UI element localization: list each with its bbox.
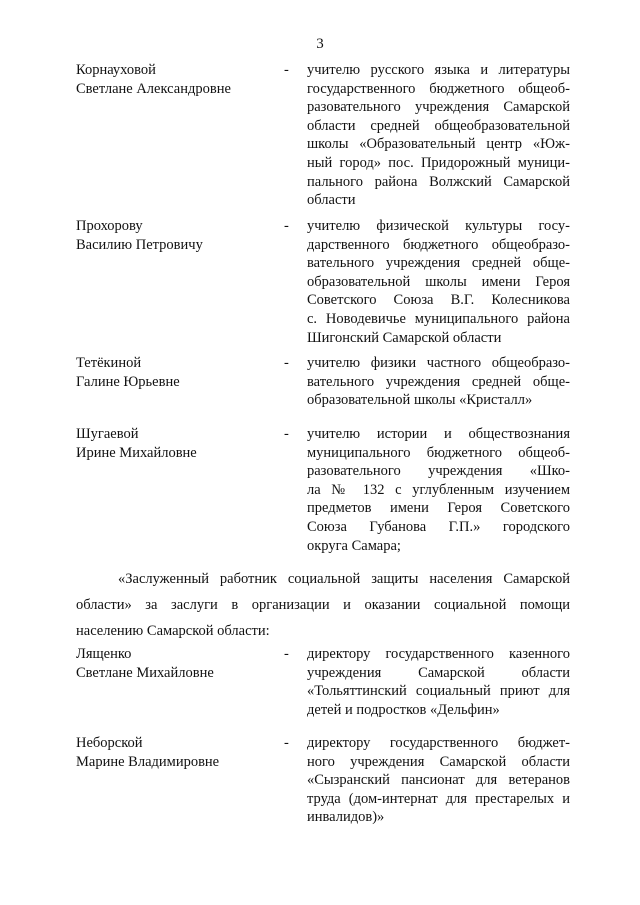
paragraph-line: области» за заслуги в организации и оказании социальной помощи [76,597,570,613]
position-line: вательного учреждения средней обще- [307,373,570,390]
recipient-name [76,354,284,391]
recipient-given-names: Василию Петровичу [76,236,203,253]
position-line: учителю русского языка и литературы [307,62,570,78]
position-line: учителю истории и обществознания [307,426,570,442]
position-line: ный город» пос. Придорожный муници- [307,154,570,171]
position-line: ного учреждения Самарской области [307,753,570,770]
position-line: разовательного учреждения «Шко- [307,463,570,480]
recipient-position [307,61,570,210]
entry-dash: - [284,218,289,234]
recipient-position [307,217,570,347]
position-line: директору государственного бюджет- [307,735,570,751]
award-category-paragraph [76,566,570,644]
recipient-name [76,645,284,682]
recipient-name [76,425,284,462]
recipient-surname: Тетёкиной [76,355,142,371]
position-line: с. Новодевичье муниципального района [307,310,570,327]
position-line: учителю физики частного общеобразо- [307,355,570,371]
position-line: предметов имени Героя Советского [307,500,570,517]
recipient-given-names: Светлане Александровне [76,80,231,97]
recipient-surname: Шугаевой [76,426,139,442]
recipient-surname: Корнауховой [76,62,156,78]
position-line: округа Самара; [307,537,401,554]
position-line: школы «Образовательный центр «Юж- [307,136,570,153]
recipient-surname: Лященко [76,646,132,662]
position-line: учителю физической культуры госу- [307,218,570,234]
recipient-name [76,217,284,254]
award-entry [76,645,570,719]
recipient-given-names: Ирине Михайловне [76,444,197,461]
entry-dash: - [284,735,289,751]
recipient-given-names: Светлане Михайловне [76,664,214,681]
recipient-given-names: Галине Юрьевне [76,373,180,390]
position-line: образовательной школы имени Героя [307,273,570,290]
recipient-position [307,645,570,719]
position-line: Союза Губанова Г.П.» городского [307,518,570,535]
recipient-surname: Прохорову [76,218,143,234]
recipient-given-names: Марине Владимировне [76,753,220,770]
position-line: ла № 132 с углубленным изучением [307,481,570,498]
position-line: разовательного учреждения Самарской [307,99,570,116]
position-line: муниципального бюджетного общеоб- [307,444,570,461]
award-entry [76,425,570,555]
paragraph-line: «Заслуженный работник социальной защиты населения Самарской [118,571,570,587]
recipient-position [307,734,570,827]
position-line: вательного учреждения средней обще- [307,255,570,272]
position-line: инвалидов)» [307,809,385,826]
recipient-position [307,425,570,555]
page-number: 3 [316,36,324,52]
recipient-surname: Неборской [76,735,143,751]
position-line: детей и подростков «Дельфин» [307,701,500,718]
entry-dash: - [284,355,289,371]
entry-dash: - [284,646,289,662]
award-entry [76,217,570,347]
position-line: области средней общеобразовательной [307,117,570,134]
entry-dash: - [284,62,289,78]
position-line: дарственного бюджетного общеобразо- [307,236,570,253]
position-line: «Сызранский пансионат для ветеранов [307,772,570,789]
recipient-name [76,61,284,98]
entry-dash: - [284,426,289,442]
position-line: Советского Союза В.Г. Колесникова [307,292,570,309]
position-line: директору государственного казенного [307,646,570,662]
position-line: образовательной школы «Кристалл» [307,392,533,409]
paragraph-line: населению Самарской области: [76,623,270,639]
position-line: Шигонский Самарской области [307,329,502,346]
award-entry [76,61,570,210]
recipient-position [307,354,570,410]
position-line: «Тольяттинский социальный приют для [307,683,570,700]
recipient-name [76,734,284,771]
award-entry [76,354,570,410]
position-line: учреждения Самарской области [307,664,570,681]
position-line: государственного бюджетного общеоб- [307,80,570,97]
award-entry [76,734,570,827]
position-line: труда (дом-интернат для престарелых и [307,790,570,807]
position-line: области [307,192,356,209]
position-line: пального района Волжский Самарской [307,173,570,190]
